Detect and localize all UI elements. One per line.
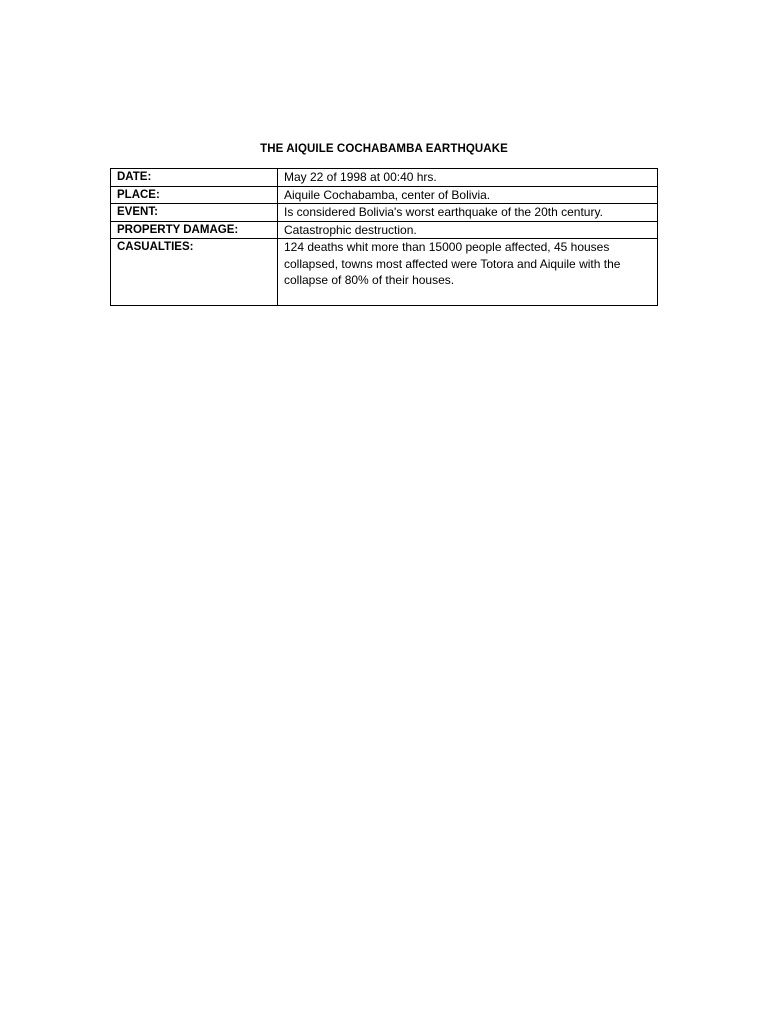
row-label-date: DATE: [111, 169, 278, 187]
row-value-casualties: 124 deaths whit more than 15000 people affected, 45 houses collapsed, towns most affected were Totora and Aiquile with the collapse of 80% of their houses. [278, 239, 658, 306]
table-row-event [111, 204, 658, 222]
table-row-property-damage [111, 221, 658, 239]
row-label-property-damage: PROPERTY DAMAGE: [111, 221, 278, 239]
row-value-place: Aiquile Cochabamba, center of Bolivia. [278, 186, 658, 204]
row-value-event: Is considered Bolivia's worst earthquake of the 20th century. [278, 204, 658, 222]
row-label-place: PLACE: [111, 186, 278, 204]
table-row-casualties [111, 239, 658, 306]
earthquake-info-table [110, 168, 658, 306]
row-label-event: EVENT: [111, 204, 278, 222]
table-row-place [111, 186, 658, 204]
row-value-date: May 22 of 1998 at 00:40 hrs. [278, 169, 658, 187]
table-row-date [111, 169, 658, 187]
row-label-casualties: CASUALTIES: [111, 239, 278, 306]
row-value-property-damage: Catastrophic destruction. [278, 221, 658, 239]
document-title: THE AIQUILE COCHABAMBA EARTHQUAKE [260, 143, 508, 155]
